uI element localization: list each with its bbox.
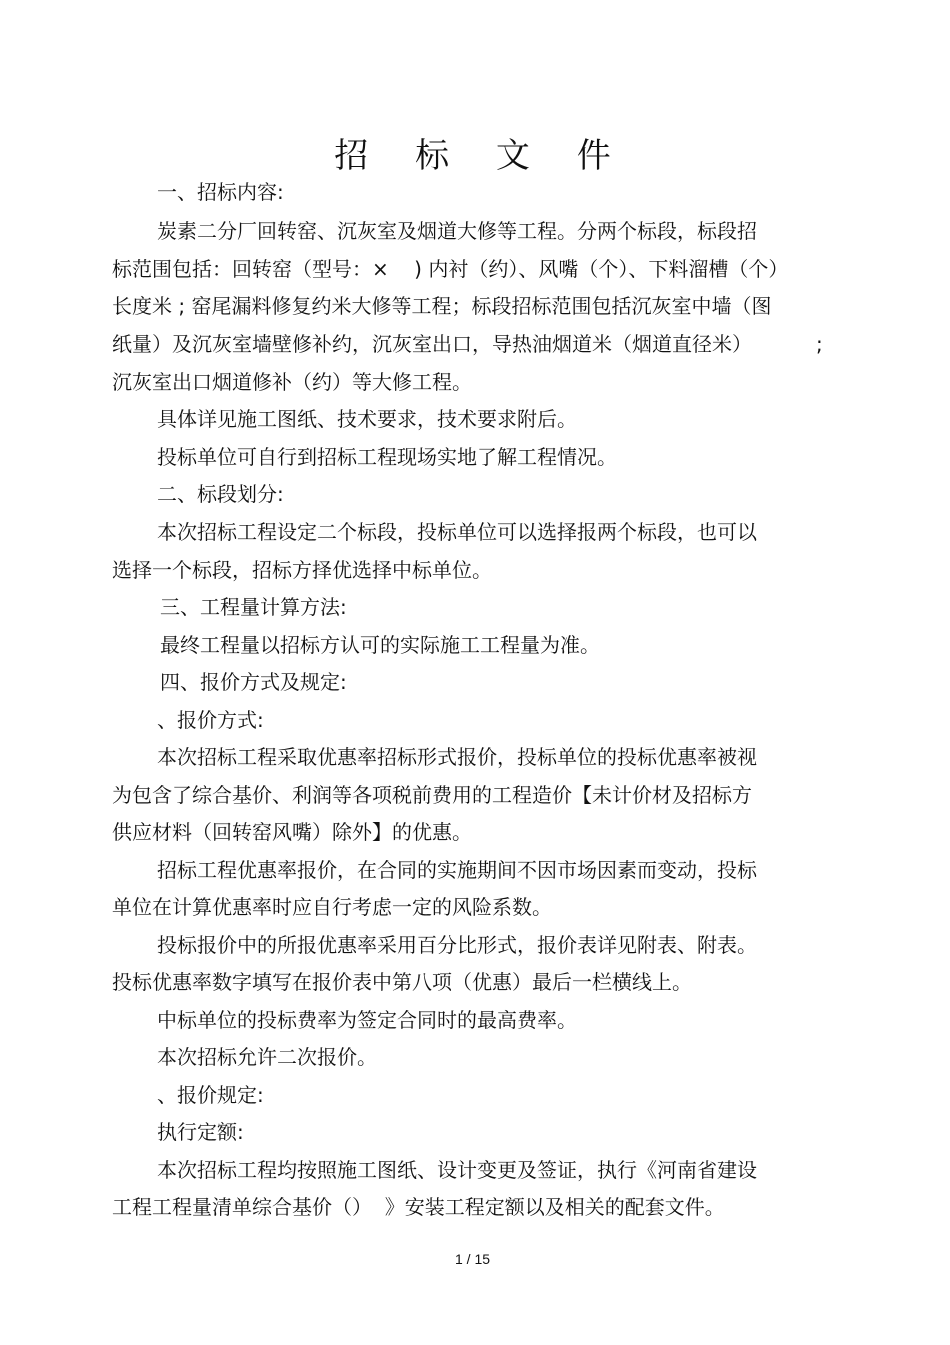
paragraph-line: 具体详见施工图纸、技术要求，技术要求附后。 (157, 407, 577, 431)
paragraph-line: 中标单位的投标费率为签定合同时的最高费率。 (157, 1008, 577, 1032)
paragraph-line: 单位在计算优惠率时应自行考虑一定的风险系数。 (112, 895, 552, 919)
page-number: 1 / 15 (454, 1251, 491, 1267)
paragraph-line: 本次招标工程采取优惠率招标形式报价，投标单位的投标优惠率被视 (157, 745, 757, 769)
paragraph-line: 本次招标工程均按照施工图纸、设计变更及签证，执行《河南省建设 (157, 1158, 757, 1182)
paragraph-line: 纸量）及沉灰室墙壁修补约，沉灰室出口，导热油烟道米（烟道直径米） (112, 332, 752, 356)
paragraph-line: 投标优惠率数字填写在报价表中第八项（优惠）最后一栏横线上。 (112, 970, 692, 994)
paragraph-line: 为包含了综合基价、利润等各项税前费用的工程造价【未计价材及招标方 (112, 783, 752, 807)
stray-semicolon: ; (816, 332, 823, 356)
paragraph-line: 执行定额: (157, 1120, 244, 1144)
paragraph-line: 本次招标工程设定二个标段，投标单位可以选择报两个标段，也可以 (157, 520, 757, 544)
paragraph-line: 炭素二分厂回转窑、沉灰室及烟道大修等工程。分两个标段，标段招 (157, 219, 757, 243)
paragraph-line: 最终工程量以招标方认可的实际施工工程量为准。 (160, 633, 600, 657)
paragraph-line: 供应材料（回转窑风嘴）除外】的优惠。 (112, 820, 472, 844)
paragraph-line: 标范围包括：回转窑（型号：× ) 内衬（约）、风嘴（个）、下料溜槽（个） (112, 257, 789, 281)
paragraph-line: 投标单位可自行到招标工程现场实地了解工程情况。 (157, 445, 617, 469)
paragraph-line: 长度米 ; 窑尾漏料修复约米大修等工程；标段招标范围包括沉灰室中墙（图 (112, 294, 772, 318)
paragraph-line: 投标报价中的所报优惠率采用百分比形式，报价表详见附表、附表。 (157, 933, 757, 957)
paragraph-line: 工程工程量清单综合基价（） 》安装工程定额以及相关的配套文件。 (112, 1195, 725, 1219)
subsection-heading: 、报价方式: (157, 708, 264, 732)
paragraph-line: 选择一个标段，招标方择优选择中标单位。 (112, 558, 492, 582)
section-heading-1: 一、招标内容: (157, 180, 284, 204)
section-heading-2: 二、标段划分: (157, 482, 284, 506)
section-heading-3: 三、工程量计算方法: (160, 595, 347, 619)
paragraph-line: 沉灰室出口烟道修补（约）等大修工程。 (112, 370, 472, 394)
document-title: 招 标 文 件 (334, 136, 629, 176)
section-heading-4: 四、报价方式及规定: (160, 670, 347, 694)
paragraph-line: 本次招标允许二次报价。 (157, 1045, 377, 1069)
subsection-heading: 、报价规定: (157, 1083, 264, 1107)
paragraph-line: 招标工程优惠率报价，在合同的实施期间不因市场因素而变动，投标 (157, 858, 757, 882)
